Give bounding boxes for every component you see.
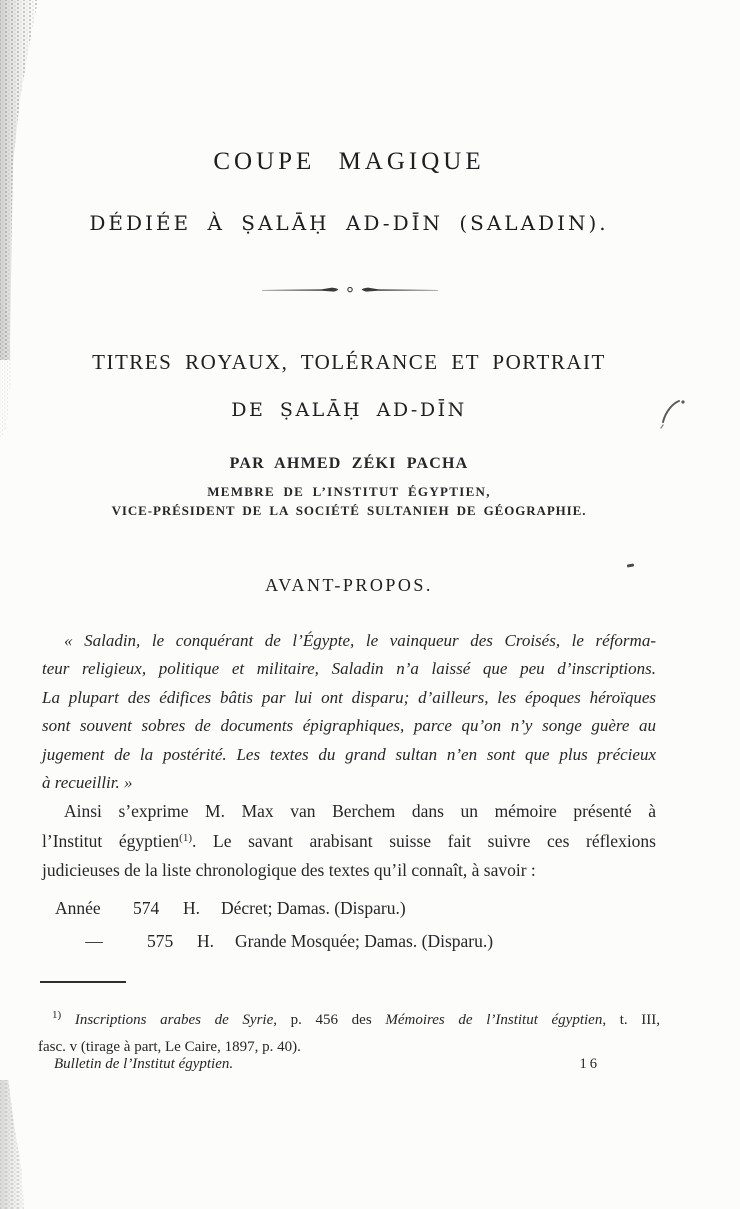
footnote-text: , t. III, [602,1012,661,1028]
list-era-label: Année [55,898,101,918]
body-paragraph [42,797,656,886]
signature-number: 16 [579,1056,600,1072]
quote-line-last: à recueillir. » [42,773,133,793]
footnote-line: fasc. v (tirage à part, Le Caire, 1897, p. 40). [38,1038,301,1055]
footnote-reference: (1) [179,831,192,844]
ornament-divider-icon [262,283,438,297]
body-line: Ainsi s’exprime M. Max van Berchem dans un mémoire présenté à [64,801,656,821]
page-subtitle-dedication: DÉDIÉE À ṢALĀḤ AD-DĪN (SALADIN). [89,211,609,235]
body-line-part: . Le savant arabisant suisse fait suivre ces réflexions [192,830,656,851]
page-title: COUPE MAGIQUE [213,148,485,175]
footnote-line [38,1007,660,1034]
list-item [55,892,655,925]
list-era-unit: H. [197,931,215,951]
scan-edge-shadow-top [0,0,38,360]
footnote [38,1007,660,1060]
quote-line: « Saladin, le conquérant de l’Égypte, le vainqueur des Croisés, le réforma- [64,631,656,650]
journal-title: Bulletin de l’Institut égyptien. [54,1056,234,1072]
pencil-annotation-mark [658,390,690,432]
list-era-ditto-dash: — [85,931,103,951]
list-description: Décret; Damas. (Disparu.) [221,898,406,918]
footnote-separator-rule [40,981,126,983]
author-affiliation-line1: MEMBRE DE L’INSTITUT ÉGYPTIEN, [207,484,491,499]
quote-line: teur religieux, politique et militaire, Saladin n’a laissé que peu d’inscriptions. [42,659,656,679]
article-title-line2: DE ṢALĀḤ AD-DĪN [231,399,467,421]
footnote-series-title: Mémoires de l’Institut égyptien [385,1012,603,1028]
scan-speck-artifact [627,563,634,567]
list-era-unit: H. [183,898,201,918]
list-item [55,925,655,958]
quote-line: sont souvent sobres de documents épigraphiques, parce qu’on n’y songe guère au [42,716,656,736]
body-line-part: l’Institut égyptien [42,830,180,851]
chronology-list [55,892,655,958]
page-footer [42,1056,656,1073]
quote-line: jugement de la postérité. Les textes du grand sultan n’en sont que plus précieux [42,744,656,764]
section-heading-avant-propos: AVANT-PROPOS. [265,575,433,595]
footnote-marker: 1) [52,1009,62,1021]
scan-edge-shadow-bottom [0,1080,24,1209]
quote-line: La plupart des édifices bâtis par lui ont disparu; d’ailleurs, les époques héroïques [42,687,656,707]
list-description: Grande Mosquée; Damas. (Disparu.) [235,931,494,951]
author-affiliation-line2: VICE-PRÉSIDENT DE LA SOCIÉTÉ SULTANIEH DE GÉOGRAPHIE. [111,503,587,518]
footnote-text: , p. 456 des [273,1012,386,1028]
body-line [42,827,656,857]
article-title-line1: TITRES ROYAUX, TOLÉRANCE ET PORTRAIT [92,350,606,374]
list-year: 575 [147,931,174,951]
list-year: 574 [133,898,160,918]
author-byline: PAR AHMED ZÉKI PACHA [229,455,469,472]
footnote-work-title: Inscriptions arabes de Syrie [74,1012,274,1028]
scan-edge-shadow-mid [0,300,12,440]
body-line: judicieuses de la liste chronologique des textes qu’il connaît, à savoir : [42,860,536,880]
quotation-paragraph [42,627,656,797]
